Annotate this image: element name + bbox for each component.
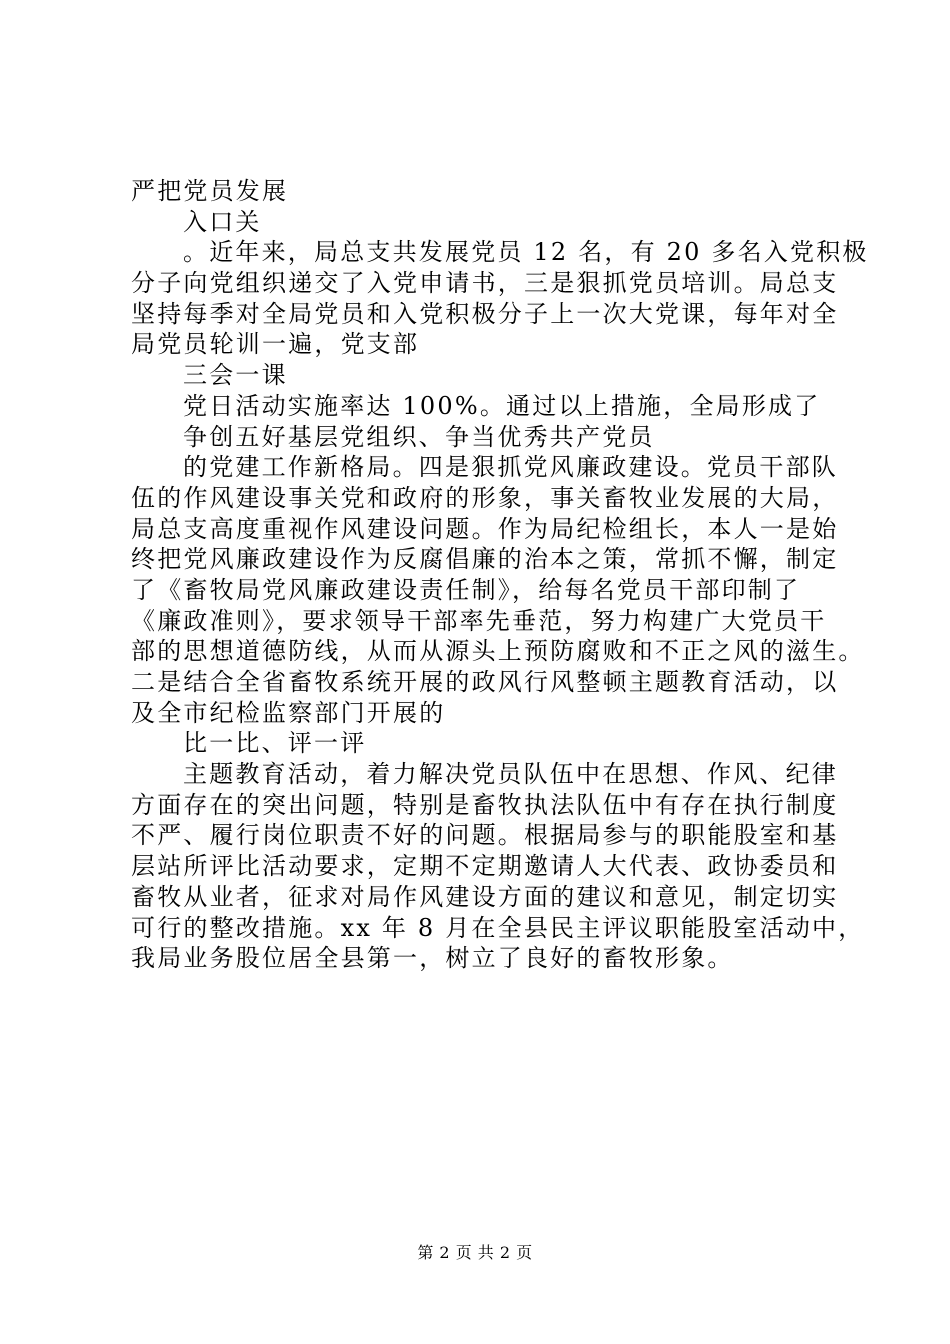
text-line: 了《畜牧局党风廉政建设责任制》，给每名党员干部印制了: [131, 575, 801, 604]
text-line: 分子向党组织递交了入党申请书，三是狠抓党员培训。局总支: [131, 269, 839, 298]
text-line: 畜牧从业者，征求对局作风建设方面的建议和意见，制定切实: [131, 882, 839, 911]
text-line: 争创五好基层党组织、争当优秀共产党员: [183, 422, 655, 451]
text-line: 坚持每季对全局党员和入党积极分子上一次大党课，每年对全: [131, 299, 839, 328]
text-line: 伍的作风建设事关党和政府的形象，事关畜牧业发展的大局，: [131, 483, 839, 512]
text-line: 党日活动实施率达 100%。通过以上措施，全局形成了: [183, 391, 821, 420]
text-line: 方面存在的突出问题，特别是畜牧执法队伍中有存在执行制度: [131, 790, 839, 819]
text-line: 层站所评比活动要求，定期不定期邀请人大代表、政协委员和: [131, 852, 839, 881]
text-line: 及全市纪检监察部门开展的: [131, 698, 446, 727]
text-line: 二是结合全省畜牧系统开展的政风行风整顿主题教育活动，以: [131, 668, 839, 696]
document-body: [131, 176, 869, 974]
text-line: 《廉政准则》，要求领导干部率先垂范，努力构建广大党员干: [131, 606, 827, 635]
text-line: 局党员轮训一遍，党支部: [131, 330, 420, 359]
text-line: 入口关: [183, 207, 262, 236]
text-line: 主题教育活动，着力解决党员队伍中在思想、作风、纪律: [183, 760, 838, 789]
text-line: 。近年来，局总支共发展党员 12 名，有 20 多名入党积极: [183, 238, 869, 267]
text-line: 部的思想道德防线，从而从源头上预防腐败和不正之风的滋生。: [131, 637, 865, 666]
text-line: 比一比、评一评: [183, 729, 367, 758]
text-line: 局总支高度重视作风建设问题。作为局纪检组长，本人一是始: [131, 514, 839, 543]
text-line: 三会一课: [183, 361, 288, 390]
text-line: 可行的整改措施。xx 年 8 月在全县民主评议职能股室活动中，: [131, 913, 865, 942]
text-line: 严把党员发展: [131, 177, 289, 205]
text-line: 终把党风廉政建设作为反腐倡廉的治本之策，常抓不懈，制定: [131, 545, 839, 574]
text-line: 的党建工作新格局。四是狠抓党风廉政建设。党员干部队: [183, 453, 838, 482]
text-line: 我局业务股位居全县第一，树立了良好的畜牧形象。: [131, 944, 734, 973]
page-footer: 第 2 页 共 2 页: [417, 1243, 533, 1262]
text-line: 不严、履行岗位职责不好的问题。根据局参与的职能股室和基: [131, 821, 839, 850]
